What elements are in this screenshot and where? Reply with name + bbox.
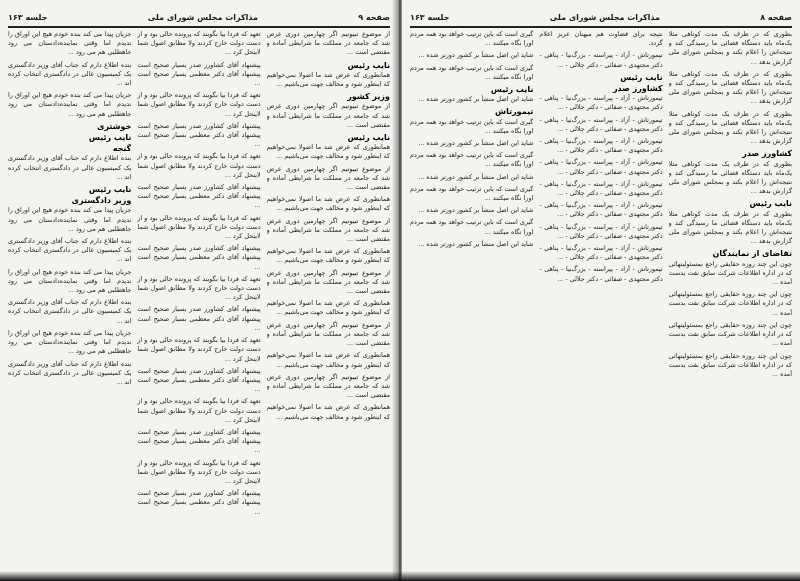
paragraph: چون این چند روزه حقایقی راجع بمسئولیتهائی که در اداره اطلاعات شرکت سابق نفت بدست آمده ... [668,351,792,378]
paragraph: شاید این اصل منشأ بر کشور دورتر شده ... [418,139,534,148]
scan-bottom-edge [0,571,800,581]
paragraph: تعهد که فردا بیا بگویند که پرونده حالی بود و از دست دولت خارج کردند ولا مطابق اصول شما لاینحل کرد ... [137,336,261,363]
paragraph: تیمورتاش - آزاد - پیراسته - بزرگ‌نیا - پناهی - دکتر مجتهدی - صفائی - دکتر جلالی - ... [539,137,663,155]
paragraph: از موضوع تبیوتیم اگر چهارمین دوری عرض شد که جامعه در مملکت ما شرایطی آماده و مقتضی است ... [266,320,390,348]
left-page-number: صفحه ۹ [358,12,390,22]
paragraph: بنده اطلاع دارم که جناب آقای وزیر دادگستری یک کمیسیون عالی در دادگستری انتخاب کرده اند ... [8,359,132,386]
paragraph: همانطوری که عرض شد ما اصولا نمی‌خواهیم که اینطور شود و مخالف جهت می‌باشیم ... [266,403,390,421]
speaker-heading: نایب رئیس [88,133,132,143]
right-page-number: صفحه ۸ [760,12,792,22]
paragraph: تعهد که فردا بیا بگویند که پرونده حالی بود و از دست دولت خارج کردند ولا مطابق اصول شما لاینحل کرد ... [137,30,261,57]
speaker-heading: وزیر دادگستری [71,196,132,206]
right-page-column-1 [669,30,792,573]
left-page [0,0,398,581]
speaker-heading: نایب رئیس [88,185,132,195]
left-page-column-1 [267,30,390,573]
paragraph: بطوری که در طرف یک مدت کوتاهی مثلا یک‌ماه باید دستگاه قضائی ما رسیدگی کند و نتیجه‌اش را اعلام بکند و بمجلس شورای ملی گزارش بدهد ... [668,30,792,66]
paragraph: چون این چند روزه حقایقی راجع بمسئولیتهائی که در اداره اطلاعات شرکت سابق نفت بدست آمده ... [668,320,792,348]
header-rule [8,26,390,28]
paragraph: گیری است که باین ترتیب خواهد بود همه مردم اورا نگاه میکنند ... [410,117,534,135]
paragraph: تعهد که فردا بیا بگویند که پرونده حالی بود و از دست دولت خارج کردند ولا مطابق اصول شما لاینحل کرد ... [137,213,261,241]
paragraph: چون این چند روزه حقایقی راجع بمسئولیتهائی که در اداره اطلاعات شرکت سابق نفت بدست آمده ... [668,290,792,317]
paragraph: پیشنهاد آقای کشاورز صدر بسیار صحیح است پیشنهاد آقای دکتر معظمی بسیار صحیح است ... [137,244,261,271]
paragraph: پیشنهاد آقای کشاورز صدر بسیار صحیح است پیشنهاد آقای دکتر معظمی بسیار صحیح است ... [137,489,261,516]
speaker-heading: نایب رئیس [490,85,534,95]
paragraph: همانطوری که عرض شد ما اصولا نمی‌خواهیم که اینطور شود و مخالف جهت می‌باشیم ... [266,247,390,265]
paragraph: نتیجه برای قضاوت هم میهنان عزیز اعلام گردد. [539,30,663,48]
paragraph: همانطوری که عرض شد ما اصولا نمی‌خواهیم که اینطور شود و مخالف جهت می‌باشیم ... [266,195,390,213]
paragraph: تعهد که فردا بیا بگویند که پرونده حالی بود و از دست دولت خارج کردند ولا مطابق اصول شما لاینحل کرد ... [137,152,261,179]
paragraph: بطوری که در طرف یک مدت کوتاهی مثلا یک‌ماه باید دستگاه قضائی ما رسیدگی کند و نتیجه‌اش را اعلام بکند و بمجلس شورای ملی گزارش بدهد ... [668,109,792,146]
right-page-column-3 [410,30,533,573]
paragraph: از موضوع تبیوتیم اگر چهارمین دوری عرض شد که جامعه در مملکت ما شرایطی آماده و مقتضی است ... [266,102,390,129]
paragraph: تیمورتاش - آزاد - پیراسته - بزرگ‌نیا - پناهی - دکتر مجتهدی - صفائی - دکتر جلالی - ... [539,51,663,69]
paragraph: پیشنهاد آقای کشاورز صدر بسیار صحیح است پیشنهاد آقای دکتر معظمی بسیار صحیح است ... [137,183,261,210]
left-page-column-3 [8,30,131,573]
left-page-session: جلسه ۱۶۳ [8,12,48,22]
paragraph: بطوری که در طرف یک مدت کوتاهی مثلا یک‌ماه باید دستگاه قضائی ما رسیدگی کند و نتیجه‌اش را اعلام بکند و بمجلس شورای ملی گزارش بدهد ... [668,159,792,196]
paragraph: از موضوع تبیوتیم اگر چهارمین دوری عرض شد که جامعه در مملکت ما شرایطی آماده و مقتضی است ... [266,216,390,244]
speaker-heading: کشاورز صدر [742,149,792,159]
left-page-column-2 [137,30,260,573]
paragraph: چون این چند روزه حقایقی راجع بمسئولیتهائی که در اداره اطلاعات شرکت سابق نفت بدست آمده ... [668,259,792,287]
left-page-columns [8,30,390,573]
paragraph: تیمورتاش - آزاد - پیراسته - بزرگ‌نیا - پناهی - دکتر مجتهدی - صفائی - دکتر جلالی - ... [539,158,663,176]
paragraph: از موضوع تبیوتیم اگر چهارمین دوری عرض شد که جامعه در مملکت ما شرایطی آماده و مقتضی است ... [266,164,390,192]
speaker-heading: نایب رئیس [347,60,390,70]
left-page-header [8,10,390,24]
paragraph: بنده اطلاع دارم که جناب آقای وزیر دادگستری یک کمیسیون عالی در دادگستری انتخاب کرده اند ... [8,154,132,181]
paragraph: گیری است که باین ترتیب خواهد بود همه مردم اورا نگاه میکنند ... [410,218,534,236]
speaker-heading: خوشتری [97,121,132,131]
paragraph: پیشنهاد آقای کشاورز صدر بسیار صحیح است پیشنهاد آقای دکتر معظمی بسیار صحیح است ... [137,121,261,149]
right-page-column-2 [539,30,662,573]
paragraph: تعهد که فردا بیا بگویند که پرونده حالی بود و از دست دولت خارج کردند ولا مطابق اصول شما لاینحل کرد ... [137,397,261,424]
paragraph: جریان پیدا می کند بنده خودم هیچ این اوراق را ندیدم اما وقتی نماینده‌دادستان می رود جاهطلبی هم می رود ... [8,328,132,356]
paragraph: همانطوری که عرض شد ما اصولا نمی‌خواهیم که اینطور شود و مخالف جهت می‌باشیم ... [266,299,390,317]
paragraph: پیشنهاد آقای کشاورز صدر بسیار صحیح است پیشنهاد آقای دکتر معظمی بسیار صحیح است ... [137,60,261,88]
paragraph: شاید این اصل منشأ بر کشور دورتر شده ... [418,206,534,215]
paragraph: همانطوری که عرض شد ما اصولا نمی‌خواهیم که اینطور شود و مخالف جهت می‌باشیم ... [266,351,390,369]
paragraph: گیری است که باین ترتیب خواهد بود همه مردم اورا نگاه میکنند ... [410,63,534,81]
paragraph: جریان پیدا می کند بنده خودم هیچ این اوراق را ندیدم اما وقتی نماینده‌دادستان می رود جاهطلبی هم می رود ... [8,91,132,118]
paragraph: جریان پیدا می کند بنده خودم هیچ این اوراق را ندیدم اما وقتی نماینده‌دادستان می رود جاهطلبی هم می رود ... [8,267,132,295]
paragraph: از موضوع تبیوتیم اگر چهارمین دوری عرض شد که جامعه در مملکت ما شرایطی آماده و مقتضی است ... [266,372,390,400]
right-page-header [410,10,792,24]
right-page-session: جلسه ۱۶۳ [410,12,450,22]
paragraph: جریان پیدا می کند بنده خودم هیچ این اوراق را ندیدم اما وقتی نماینده‌دادستان می رود جاهطلبی هم می رود ... [8,30,132,57]
paragraph: جریان پیدا می کند بنده خودم هیچ این اوراق را ندیدم اما وقتی نماینده‌دادستان می رود جاهطلبی هم می رود ... [8,206,132,233]
paragraph: تیمورتاش - آزاد - پیراسته - بزرگ‌نیا - پناهی - دکتر مجتهدی - صفائی - دکتر جلالی - ... [539,201,663,219]
right-page-title: مذاکرات مجلس شورای ملی [549,12,660,22]
speaker-heading: نایب رئیس [749,199,792,209]
paragraph: گیری است که باین ترتیب خواهد بود همه مردم اورا نگاه میکنند ... [410,184,534,203]
paragraph: گیری است که باین ترتیب خواهد بود همه مردم اورا نگاه میکنند ... [410,151,534,169]
paragraph: همانطوری که عرض شد ما اصولا نمی‌خواهیم که اینطور شود و مخالف جهت می‌باشیم ... [266,70,390,89]
paragraph: تیمورتاش - آزاد - پیراسته - بزرگ‌نیا - پناهی - دکتر مجتهدی - صفائی - دکتر جلالی - ... [539,222,663,240]
paragraph: شاید این اصل منشأ بر کشور دورتر شده ... [418,95,534,104]
paragraph: تعهد که فردا بیا بگویند که پرونده حالی بود و از دست دولت خارج کردند ولا مطابق اصول شما لاینحل کرد ... [137,458,261,485]
paragraph: بنده اطلاع دارم که جناب آقای وزیر دادگستری یک کمیسیون عالی در دادگستری انتخاب کرده اند ... [8,237,132,264]
paragraph: تیمورتاش - آزاد - پیراسته - بزرگ‌نیا - پناهی - دکتر مجتهدی - صفائی - دکتر جلالی - ... [539,179,663,198]
right-page [402,0,800,581]
speaker-heading: تیمورتاش [495,107,534,117]
left-page-title: مذاکرات مجلس شورای ملی [147,12,258,22]
speaker-heading: کشاورز صدر [612,84,663,94]
paragraph: پیشنهاد آقای کشاورز صدر بسیار صحیح است پیشنهاد آقای دکتر معظمی بسیار صحیح است ... [137,366,261,394]
paragraph: گیری است که باین ترتیب خواهد بود همه مردم اورا نگاه میکنند ... [410,30,534,48]
paragraph: بطوری که در طرف یک مدت کوتاهی مثلا یک‌ماه باید دستگاه قضائی ما رسیدگی کند و نتیجه‌اش را اعلام بکند و بمجلس شورای ملی گزارش بدهد ... [668,69,792,106]
paragraph: همانطوری که عرض شد ما اصولا نمی‌خواهیم که اینطور شود و مخالف جهت می‌باشیم ... [266,143,390,161]
header-rule [410,26,792,28]
speaker-heading: گنجه [112,144,132,154]
paragraph: تعهد که فردا بیا بگویند که پرونده حالی بود و از دست دولت خارج کردند ولا مطابق اصول شما لاینحل کرد ... [137,274,261,302]
paragraph: تیمورتاش - آزاد - پیراسته - بزرگ‌نیا - پناهی - دکتر مجتهدی - صفائی - دکتر جلالی - ... [539,265,663,283]
paragraph: بطوری که در طرف یک مدت کوتاهی مثلا یک‌ماه باید دستگاه قضائی ما رسیدگی کند و نتیجه‌اش را اعلام بکند و بمجلس شورای ملی گزارش بدهد ... [668,209,792,246]
speaker-heading: نایب رئیس [620,72,663,82]
paragraph: از موضوع تبیوتیم اگر چهارمین دوری عرض شد که جامعه در مملکت ما شرایطی آماده و مقتضی است ... [266,30,390,57]
paragraph: شاید این اصل منشأ بر کشور دورتر شده ... [418,239,534,248]
speaker-heading: نایب رئیس [347,133,390,143]
paragraph: بنده اطلاع دارم که جناب آقای وزیر دادگستری یک کمیسیون عالی در دادگستری انتخاب کرده اند ... [8,60,132,88]
paragraph: تعهد که فردا بیا بگویند که پرونده حالی بود و از دست دولت خارج کردند ولا مطابق اصول شما لاینحل کرد ... [137,91,261,118]
paragraph: پیشنهاد آقای کشاورز صدر بسیار صحیح است پیشنهاد آقای دکتر معظمی بسیار صحیح است ... [137,427,261,455]
paragraph: پیشنهاد آقای کشاورز صدر بسیار صحیح است پیشنهاد آقای دکتر معظمی بسیار صحیح است ... [137,305,261,332]
paragraph: شاید این اصل منشأ بر کشور دورتر شده ... [418,51,534,60]
paragraph: شاید این اصل منشأ بر کشور دورتر شده ... [418,172,534,181]
right-page-columns [410,30,792,573]
speaker-heading: تقاضای از نمایندگان [712,249,792,259]
paragraph: بنده اطلاع دارم که جناب آقای وزیر دادگستری یک کمیسیون عالی در دادگستری انتخاب کرده اند ... [8,298,132,325]
speaker-heading: وزیر کشور [347,92,390,102]
paragraph: تیمورتاش - آزاد - پیراسته - بزرگ‌نیا - پناهی - دکتر مجتهدی - صفائی - دکتر جلالی - ... [539,244,663,262]
paragraph: از موضوع تبیوتیم اگر چهارمین دوری عرض شد که جامعه در مملکت ما شرایطی آماده و مقتضی است ... [266,268,390,296]
paragraph: تیمورتاش - آزاد - پیراسته - بزرگ‌نیا - پناهی - دکتر مجتهدی - صفائی - دکتر جلالی - ... [539,115,663,133]
paragraph: تیمورتاش - آزاد - پیراسته - بزرگ‌نیا - پناهی - دکتر مجتهدی - صفائی - دکتر جلالی - ... [539,94,663,112]
